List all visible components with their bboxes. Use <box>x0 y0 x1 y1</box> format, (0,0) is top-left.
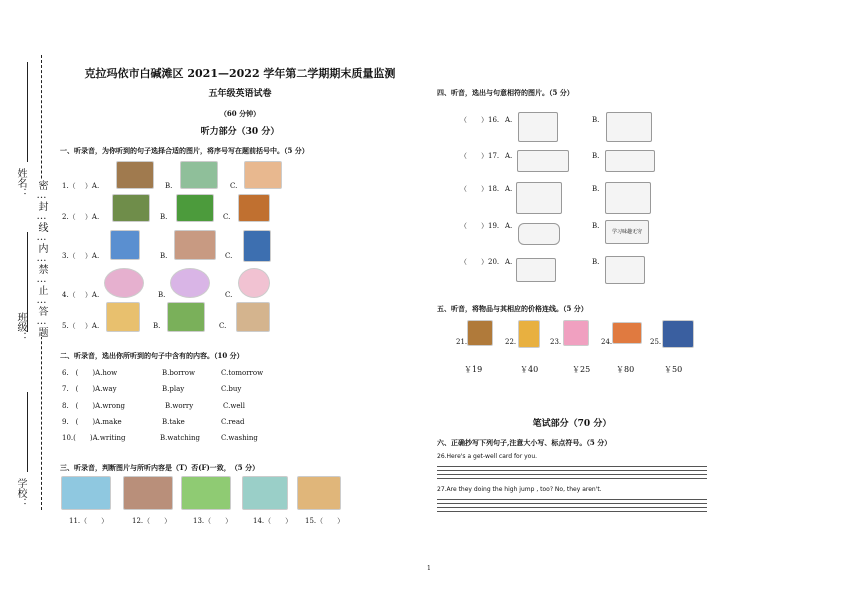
q26-writing-line <box>437 470 707 471</box>
seal-line-text: 密…封…线…内…禁…止…答…题 <box>36 180 47 337</box>
q2-image-b <box>176 194 214 222</box>
q9-option-c: C.read <box>221 418 245 426</box>
q26-sentence: 26.Here's a get-well card for you. <box>437 453 538 460</box>
q4-label: 4.（ ）A. <box>62 291 100 299</box>
item-23-image <box>563 320 589 346</box>
q6-label: 6. ( )A.how <box>62 369 118 377</box>
school-label: 学校： <box>15 478 26 508</box>
section-1-title: 一、听录音，为你听到的句子选择合适的图片，将序号写在题前括号中。（5 分） <box>60 146 309 155</box>
item-22-image <box>518 320 540 348</box>
q4-image-c <box>238 268 270 298</box>
q3-label: 3.（ ）A. <box>62 252 100 260</box>
q10-option-b: B.watching <box>160 434 201 442</box>
price-5: ￥50 <box>664 365 683 374</box>
q6-option-b: B.borrow <box>162 369 195 377</box>
q14-image <box>242 476 288 510</box>
q2-label: 2.（ ）A. <box>62 213 100 221</box>
item-22-label: 22. <box>505 338 517 346</box>
q9-option-b: B.take <box>162 418 185 426</box>
class-blank-line <box>27 232 28 332</box>
section-6-title: 六、正确抄写下列句子,注意大小写、标点符号。（5 分） <box>437 438 612 447</box>
q4-image-a <box>104 268 144 298</box>
q1-option-c: C. <box>230 182 238 190</box>
q6-option-c: C.tomorrow <box>221 369 264 377</box>
writing-part-title: 笔试部分（70 分） <box>532 419 612 429</box>
q15-image <box>297 476 341 510</box>
q17-option-b: B. <box>592 152 600 160</box>
q16-image-b <box>606 112 652 142</box>
class-label: 班级： <box>15 312 26 342</box>
q8-label: 8. ( )A.wrong <box>62 402 125 410</box>
q2-option-c: C. <box>223 213 231 221</box>
q8-option-c: C.well <box>223 402 245 410</box>
item-25-image <box>662 320 694 348</box>
exam-time: （60 分钟） <box>219 109 261 118</box>
q26-writing-line <box>437 478 707 479</box>
q19-sign-text: 学习味趣无穷 <box>611 229 642 235</box>
q27-writing-line <box>437 507 707 508</box>
school-blank-line <box>27 392 28 472</box>
q19-option-a: A. <box>505 222 513 230</box>
item-24-label: 24. <box>601 338 613 346</box>
section-4-title: 四、听音，选出与句意相符的图片。（5 分） <box>437 88 574 97</box>
item-24-image <box>612 322 642 344</box>
q5-image-b <box>167 302 205 332</box>
section-3-title: 三、听录音，判断图片与所听内容是（T）否(F)一致， （5 分） <box>60 463 260 472</box>
price-4: ￥80 <box>616 365 635 374</box>
price-2: ￥40 <box>520 365 539 374</box>
q12-image <box>123 476 173 510</box>
q2-image-c <box>238 194 270 222</box>
q26-writing-line <box>437 466 707 467</box>
q18-image-a <box>516 182 562 214</box>
exam-title: 克拉玛依市白碱滩区 2021—2022 学年第二学期期末质量监测 <box>84 67 396 80</box>
q19-option-b: B. <box>592 222 600 230</box>
q19-image-a <box>518 223 560 245</box>
item-23-label: 23. <box>550 338 562 346</box>
q3-option-b: B. <box>160 252 168 260</box>
q10-option-c: C.washing <box>221 434 258 442</box>
q5-image-c <box>236 302 270 332</box>
q13-image <box>181 476 231 510</box>
q3-option-c: C. <box>225 252 233 260</box>
q11-image <box>61 476 111 510</box>
q2-option-b: B. <box>160 213 168 221</box>
q7-option-c: C.buy <box>221 385 242 393</box>
name-label: 姓名： <box>15 168 26 198</box>
q13-label: 13.（ ） <box>193 517 233 525</box>
q16-label: （ ）16. <box>460 116 500 124</box>
q17-label: （ ）17. <box>460 152 500 160</box>
q17-image-b <box>605 150 655 172</box>
page-number: 1 <box>427 565 431 572</box>
section-2-title: 二、听录音，选出你所听到的句子中含有的内容。（10 分） <box>60 351 244 360</box>
item-25-label: 25. <box>650 338 662 346</box>
q27-writing-line <box>437 503 707 504</box>
q5-image-a <box>106 302 140 332</box>
item-21-label: 21. <box>456 338 468 346</box>
price-1: ￥19 <box>464 365 483 374</box>
item-21-image <box>467 320 493 346</box>
q4-option-c: C. <box>225 291 233 299</box>
q16-option-b: B. <box>592 116 600 124</box>
q15-label: 15.（ ） <box>305 517 345 525</box>
name-blank-line <box>27 62 28 162</box>
q18-option-a: A. <box>505 185 513 193</box>
q1-image-a <box>116 161 154 189</box>
q8-option-b: B.worry <box>165 402 194 410</box>
q2-image-a <box>112 194 150 222</box>
q20-option-b: B. <box>592 258 600 266</box>
q18-option-b: B. <box>592 185 600 193</box>
q1-label: 1.（ ）A. <box>62 182 100 190</box>
q27-writing-line <box>437 511 707 512</box>
q20-label: （ ）20. <box>460 258 500 266</box>
q5-option-b: B. <box>153 322 161 330</box>
q7-label: 7. ( )A.way <box>62 385 117 393</box>
q20-image-b <box>605 256 645 284</box>
q14-label: 14.（ ） <box>253 517 293 525</box>
q18-image-b <box>605 182 651 214</box>
q20-option-a: A. <box>505 258 513 266</box>
exam-subtitle: 五年级英语试卷 <box>208 89 272 99</box>
q1-image-c <box>244 161 282 189</box>
q27-sentence: 27.Are they doing the high jump , too? No, they aren't. <box>437 486 602 493</box>
q5-option-c: C. <box>219 322 227 330</box>
q10-label: 10.( )A.writing <box>62 434 126 442</box>
q17-option-a: A. <box>505 152 513 160</box>
q4-option-b: B. <box>158 291 166 299</box>
q26-writing-line <box>437 474 707 475</box>
q17-image-a <box>517 150 569 172</box>
q11-label: 11.（ ） <box>69 517 109 525</box>
q1-image-b <box>180 161 218 189</box>
q4-image-b <box>170 268 210 298</box>
q20-image-a <box>516 258 556 282</box>
q3-image-a <box>110 230 140 260</box>
section-5-title: 五、听音，将物品与其相应的价格连线。（5 分） <box>437 304 588 313</box>
price-3: ￥25 <box>572 365 591 374</box>
q3-image-c <box>243 230 271 262</box>
q1-option-b: B. <box>165 182 173 190</box>
q7-option-b: B.play <box>162 385 185 393</box>
q16-image-a <box>518 112 558 142</box>
q12-label: 12.（ ） <box>132 517 172 525</box>
q3-image-b <box>174 230 216 260</box>
q16-option-a: A. <box>505 116 513 124</box>
listening-part-title: 听力部分（30 分） <box>200 127 280 137</box>
q18-label: （ ）18. <box>460 185 500 193</box>
q19-label: （ ）19. <box>460 222 500 230</box>
q9-label: 9. ( )A.make <box>62 418 122 426</box>
q5-label: 5.（ ）A. <box>62 322 100 330</box>
q27-writing-line <box>437 499 707 500</box>
